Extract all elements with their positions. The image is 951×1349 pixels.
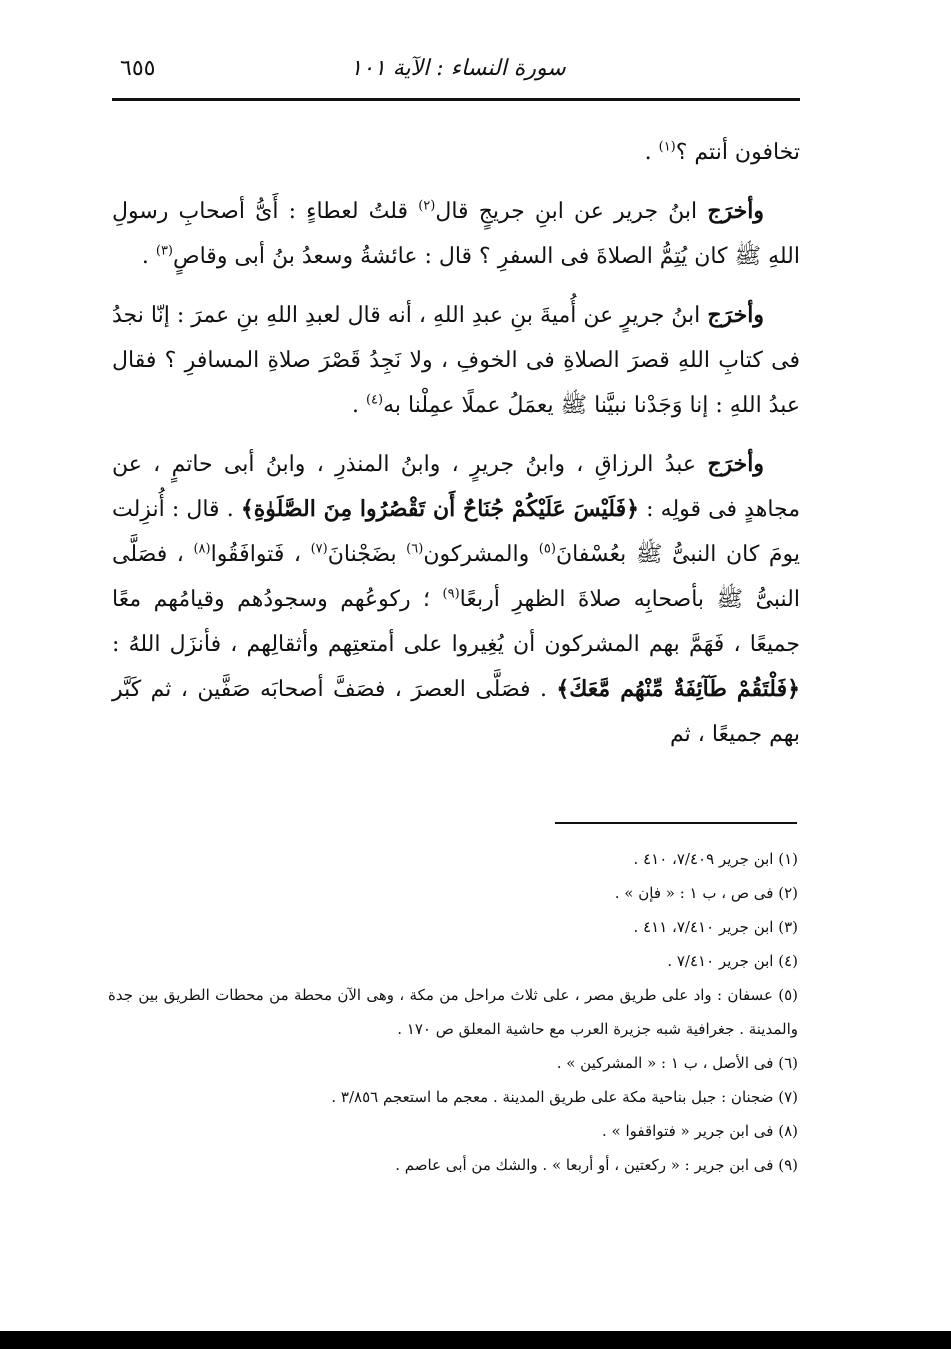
text-run: . فصَلَّى العصرَ ، فصَفَّ أصحابَه صَفَّين ، ثم كَبَّر بهم جميعًا ، ثم <box>112 677 800 747</box>
paragraph-lead-word: وأخرَج <box>707 451 764 477</box>
scan-bottom-edge <box>0 1331 951 1349</box>
quran-quote: ﴿فَلْتَقُمْ طَآئِفَةٌ مِّنْهُم مَّعَكَ﴾ <box>556 676 801 702</box>
text-run: تخافون أنتم ؟ <box>675 140 800 165</box>
footnote-reference: (٣) <box>155 243 173 259</box>
quran-quote: ﴿فَلَيْسَ عَلَيْكُمْ جُنَاحٌ أَن تَقْصُرُوا مِنَ الصَّلَوٰةِ﴾ <box>240 496 639 522</box>
footnote: (١) ابن جرير ٧/٤٠٩، ٤١٠ . <box>633 850 798 868</box>
text-run: والمشركون <box>423 542 539 567</box>
footnote: (٢) فى ص ، ب ١ : « فإن » . <box>614 884 798 902</box>
running-title: سورة النساء : الآية ١٠١ <box>350 56 566 81</box>
footnote: (٣) ابن جرير ٧/٤١٠، ٤١١ . <box>633 918 798 936</box>
paragraph <box>112 130 800 175</box>
footnote-reference: (٧) <box>310 541 328 557</box>
text-run: ؛ ركوعُهم وسجودُهم وقيامُهم معًا جميعًا ، فَهَمَّ بهم المشركون أن يُغِيروا على أمتعتِهم وأثقالِهم ، فأنزَل اللهُ : <box>112 587 800 657</box>
footnote-reference: (٦) <box>406 541 424 557</box>
footnote-reference: (٩) <box>442 586 460 602</box>
text-run: ابنُ جرير عن ابنِ جريجٍ قال <box>435 199 708 224</box>
footnote-rule <box>555 822 797 824</box>
footnote-reference: (١) <box>658 139 676 155</box>
text-run: . قال : أُنزِلت يومَ كان النبىُّ ﷺ بعُسْفانَ <box>112 497 800 567</box>
paragraph-lead-word: وأخرَج <box>707 198 764 224</box>
paragraph <box>112 189 800 279</box>
footnote: (٥) عسفان : واد على طريق مصر ، على ثلاث مراحل من مكة ، وهى الآن محطة من محطات الطريق بين جدة والمدينة . جغرافية شبه جزيرة العرب مع حاشية المعلق ص ١٧٠ . <box>108 986 798 1038</box>
footnote-reference: (٢) <box>418 198 436 214</box>
page-header <box>120 56 796 96</box>
footnote: (٩) فى ابن جرير : « ركعتين ، أو أربعا » . والشك من أبى عاصم . <box>395 1156 798 1174</box>
paragraph <box>112 293 800 428</box>
footnote-reference: (٨) <box>193 541 211 557</box>
text-run: عبدُ الرزاقِ ، وابنُ جريرٍ ، وابنُ المنذرِ ، وابنُ أبى حاتمٍ ، عن مجاهدٍ فى قولِه : <box>112 452 801 522</box>
text-run: ، فصَلَّى النبىُّ ﷺ بأصحابِه صلاةَ الظهرِ أربعًا <box>112 542 800 612</box>
page-number: ٦٥٥ <box>120 56 156 81</box>
text-run: بضَجْنانَ <box>327 542 407 567</box>
text-run: ، فَتوافَقُوا <box>210 542 311 567</box>
text-run: . <box>351 393 366 418</box>
paragraph <box>112 442 800 757</box>
footnotes <box>108 842 798 1182</box>
text-run: . <box>644 140 659 165</box>
header-rule <box>112 98 800 101</box>
footnote: (٤) ابن جرير ٧/٤١٠ . <box>667 952 798 970</box>
text-run: قلتُ لعطاءٍ : أَىُّ أصحابِ رسولِ اللهِ ﷺ كان يُتِمُّ الصلاةَ فى السفرِ ؟ قال : عائشةُ وسعدُ بنُ أبى وقاصٍ <box>112 199 800 269</box>
footnote-reference: (٤) <box>365 392 384 408</box>
footnote-reference: (٥) <box>538 541 556 557</box>
footnote: (٦) فى الأصل ، ب ١ : « المشركين » . <box>556 1054 798 1072</box>
footnote: (٧) ضجنان : جبل بناحية مكة على طريق المدينة . معجم ما استعجم ٣/٨٥٦ . <box>331 1088 798 1106</box>
main-text <box>112 130 800 771</box>
paragraph-lead-word: وأخرَج <box>707 302 764 328</box>
footnote: (٨) فى ابن جرير « فتواقفوا » . <box>602 1122 798 1140</box>
text-run: ابنُ جريرٍ عن أُميةَ بنِ عبدِ اللهِ ، أنه قال لعبدِ اللهِ بنِ عمرَ : إنّا نجدُ فى كتابِ اللهِ قصرَ الصلاةِ فى الخوفِ ، ولا نَجِدُ قَصْرَ صلاةِ المسافرِ ؟ فقال عبدُ اللهِ : إنا وَجَدْنا نبيَّنا ﷺ يعمَلُ عملًا عمِلْنا به <box>112 303 800 418</box>
text-run: . <box>141 244 156 269</box>
